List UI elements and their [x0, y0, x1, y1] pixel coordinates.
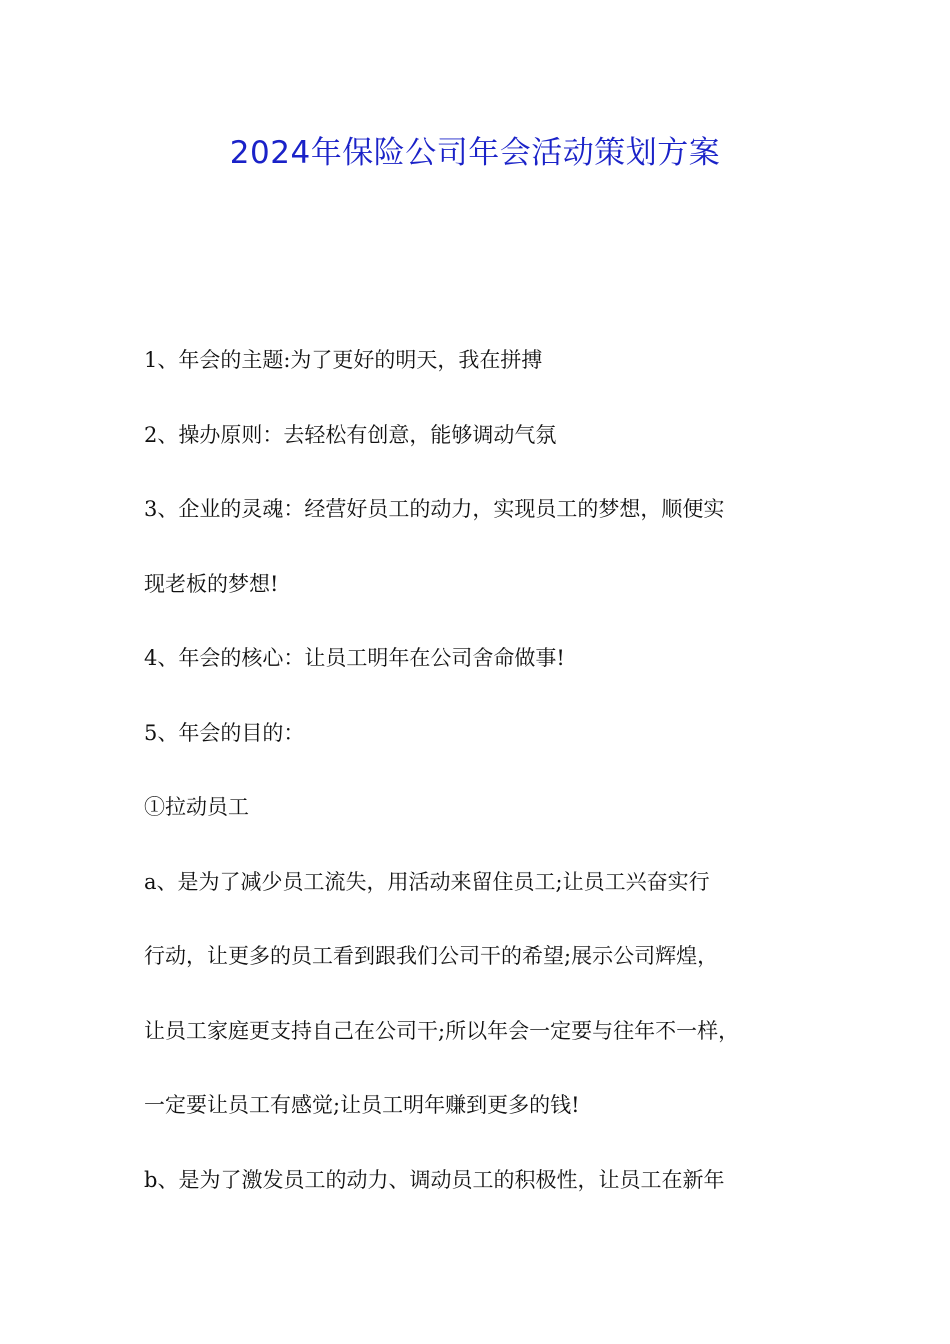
text-line: a、是为了减少员工流失，用活动来留住员工;让员工兴奋实行 [144, 869, 710, 894]
text-line: ①拉动员工 [144, 795, 249, 819]
text-line: 4、年会的核心：让员工明年在公司舍命做事! [144, 646, 565, 670]
document-title: 2024年保险公司年会活动策划方案 [229, 135, 721, 171]
text-line: 一定要让员工有感觉;让员工明年赚到更多的钱! [144, 1093, 580, 1117]
text-line: 5、年会的目的： [144, 720, 305, 745]
text-line: 现老板的梦想! [144, 571, 279, 596]
text-line: 3、企业的灵魂：经营好员工的动力，实现员工的梦想，顺便实 [144, 497, 725, 521]
text-line: 2、操办原则：去轻松有创意，能够调动气氛 [144, 422, 557, 447]
text-line: 让员工家庭更支持自己在公司干;所以年会一定要与往年不一样， [144, 1018, 740, 1043]
document-body [144, 338, 834, 1232]
text-line: b、是为了激发员工的动力、调动员工的积极性，让员工在新年 [144, 1167, 725, 1192]
text-line: 1、年会的主题:为了更好的明天，我在拼搏 [144, 348, 543, 372]
text-line: 行动，让更多的员工看到跟我们公司干的希望;展示公司辉煌， [144, 944, 719, 968]
